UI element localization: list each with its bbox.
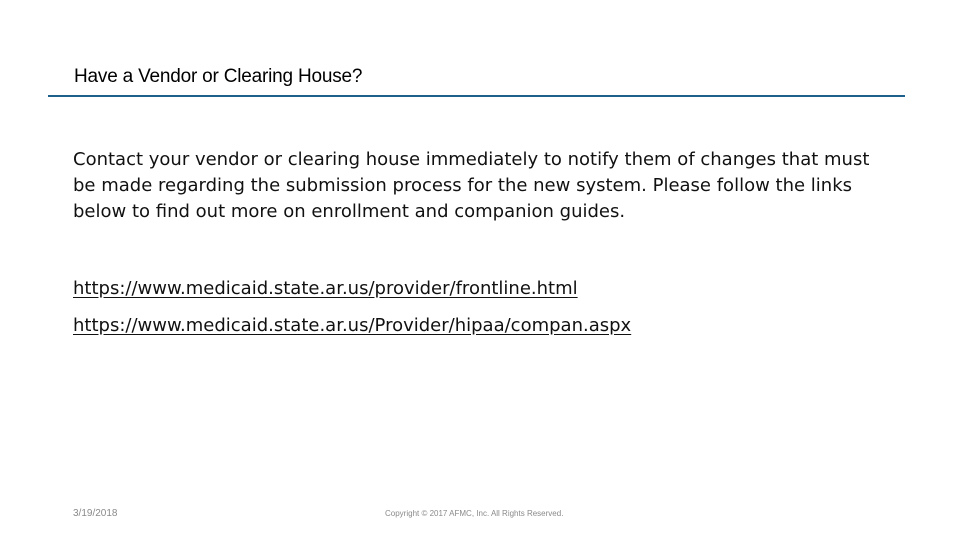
body-paragraph: Contact your vendor or clearing house immediately to notify them of changes that must be made regarding the submission process for the new system. Please follow the links below to find out more on enrollment and companion guides. bbox=[73, 149, 870, 222]
companion-guides-link[interactable]: https://www.medicaid.state.ar.us/Provider/hipaa/compan.aspx bbox=[73, 315, 632, 336]
title-divider bbox=[48, 95, 905, 97]
slide-title: Have a Vendor or Clearing House? bbox=[74, 66, 363, 87]
link-list bbox=[73, 270, 893, 344]
footer-date: 3/19/2018 bbox=[73, 508, 118, 519]
footer-copyright: Copyright © 2017 AFMC, Inc. All Rights Reserved. bbox=[385, 509, 564, 518]
frontline-link[interactable]: https://www.medicaid.state.ar.us/provider/frontline.html bbox=[73, 278, 578, 299]
